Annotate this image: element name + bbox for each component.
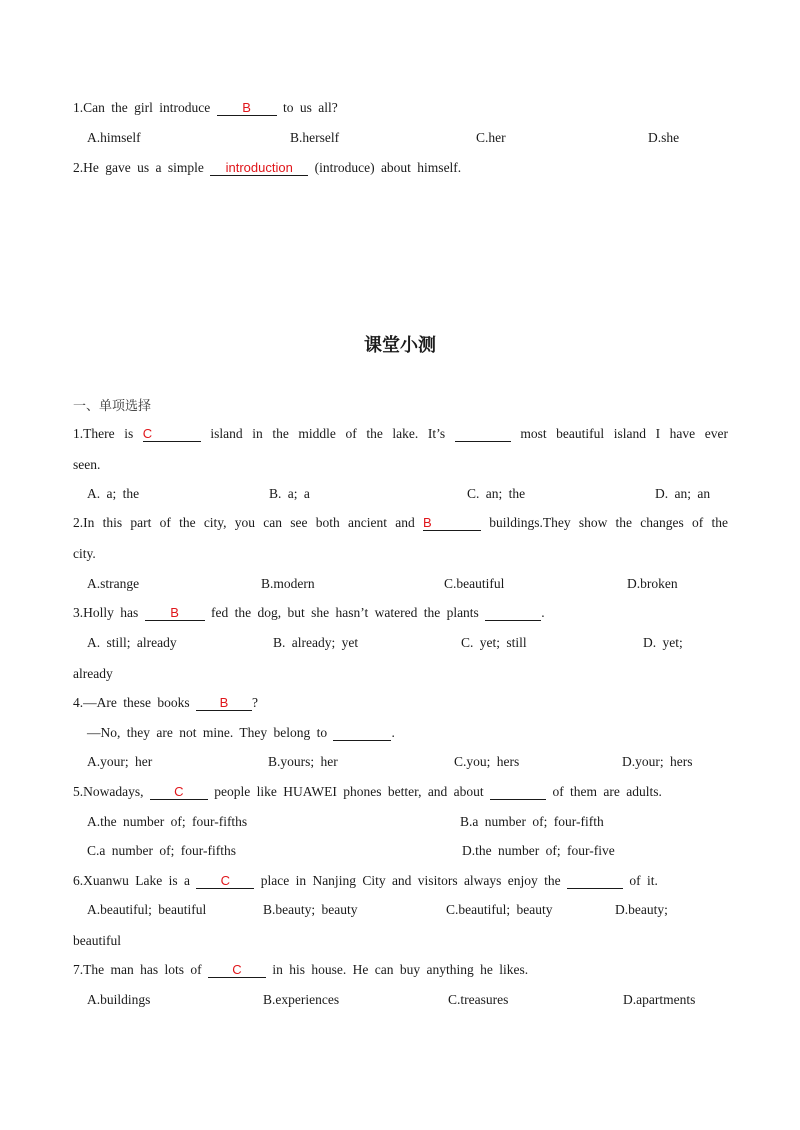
answer-blank (217, 101, 277, 116)
question-7 (73, 962, 728, 978)
answer-text: B (219, 695, 229, 710)
question-stem: to us all? (282, 100, 338, 115)
question-5 (73, 784, 728, 800)
answer-text: B (422, 515, 432, 530)
question-stem: most beautiful island I have ever (520, 426, 728, 441)
option-d: D.broken (627, 576, 678, 591)
option-b: B.modern (261, 576, 315, 591)
question-6-cont: beautiful (73, 933, 121, 948)
answer-blank (208, 963, 266, 978)
question-stem: 4.—Are these books (73, 695, 190, 710)
pre-question-2 (73, 160, 728, 176)
answer-text: C (232, 962, 242, 977)
question-stem: (introduce) about himself. (314, 160, 462, 175)
option-c: C.her (476, 130, 506, 145)
option-d: D.beauty; (615, 902, 668, 917)
question-1 (73, 426, 728, 442)
question-stem: people like HUAWEI phones better, and about (214, 784, 484, 799)
option-b: B. a; a (269, 486, 310, 501)
question-stem: 2.In this part of the city, you can see both ancient and (73, 515, 415, 530)
option-c: C.beautiful; beauty (446, 902, 553, 917)
question-3 (73, 605, 728, 621)
option-a: A.beautiful; beautiful (87, 902, 207, 917)
question-stem: fed the dog, but she hasn’t watered the plants (211, 605, 479, 620)
question-stem: 5.Nowadays, (73, 784, 144, 799)
pre-question-1 (73, 100, 728, 116)
answer-blank (143, 427, 201, 442)
option-c: C.treasures (448, 992, 509, 1007)
question-stem: buildings.They show the changes of the (489, 515, 728, 530)
question-stem: place in Nanjing City and visitors always enjoy the (260, 873, 561, 888)
option-d: D.your; hers (622, 754, 693, 769)
question-stem: of it. (629, 873, 658, 888)
question-stem: 6.Xuanwu Lake is a (73, 873, 190, 888)
answer-text: B (170, 605, 179, 620)
option-b: B.herself (290, 130, 340, 145)
empty-blank (490, 785, 546, 800)
question-stem: 2.He gave us a simple (73, 160, 204, 175)
question-stem: in his house. He can buy anything he likes. (272, 962, 529, 977)
question-6 (73, 873, 728, 889)
question-4-line2 (87, 725, 742, 741)
page-title: 课堂小测 (364, 335, 436, 356)
option-c: C.you; hers (454, 754, 520, 769)
answer-text: introduction (225, 160, 293, 175)
question-stem: 7.The man has lots of (73, 962, 202, 977)
option-b: B.beauty; beauty (263, 902, 358, 917)
answer-blank (423, 516, 481, 531)
answer-blank (196, 874, 254, 889)
option-c: C.a number of; four-fifths (87, 843, 236, 858)
option-b: B.a number of; four-fifth (460, 814, 604, 829)
question-stem: . (541, 605, 545, 620)
empty-blank (485, 606, 541, 621)
empty-blank (333, 726, 391, 741)
option-a: A.buildings (87, 992, 151, 1007)
option-c: C. yet; still (461, 635, 527, 650)
question-3-cont: already (73, 666, 113, 681)
answer-text: C (142, 426, 153, 441)
question-stem: . (391, 725, 395, 740)
question-stem: —No, they are not mine. They belong to (87, 725, 328, 740)
question-2-cont: city. (73, 546, 96, 561)
option-d: D.she (648, 130, 680, 145)
option-a: A.the number of; four-fifths (87, 814, 248, 829)
empty-blank (455, 427, 511, 442)
option-d: D.the number of; four-five (462, 843, 615, 858)
question-4 (73, 695, 728, 711)
answer-blank (210, 161, 308, 176)
option-a: A. still; already (87, 635, 177, 650)
answer-text: B (242, 100, 251, 115)
question-stem: 1.Can the girl introduce (73, 100, 211, 115)
option-d: D.apartments (623, 992, 696, 1007)
question-stem: 3.Holly has (73, 605, 139, 620)
option-a: A.strange (87, 576, 140, 591)
answer-blank (150, 785, 208, 800)
answer-text: C (220, 873, 231, 888)
answer-blank (145, 606, 205, 621)
option-a: A.your; her (87, 754, 153, 769)
option-c: C.beautiful (444, 576, 505, 591)
empty-blank (567, 874, 623, 889)
option-b: B.experiences (263, 992, 340, 1007)
option-a: A.himself (87, 130, 141, 145)
question-stem: ? (251, 695, 258, 710)
question-stem: 1.There is (73, 426, 134, 441)
answer-text: C (174, 784, 184, 799)
question-stem: island in the middle of the lake. It’s (210, 426, 446, 441)
option-b: B. already; yet (273, 635, 359, 650)
answer-blank (196, 696, 252, 711)
question-1-cont: seen. (73, 457, 101, 472)
option-b: B.yours; her (268, 754, 338, 769)
option-d: D. yet; (643, 635, 683, 650)
option-c: C. an; the (467, 486, 526, 501)
section-heading: 一、单项选择 (73, 399, 152, 414)
option-a: A. a; the (87, 486, 140, 501)
question-2 (73, 515, 728, 531)
option-d: D. an; an (655, 486, 711, 501)
question-stem: of them are adults. (552, 784, 662, 799)
